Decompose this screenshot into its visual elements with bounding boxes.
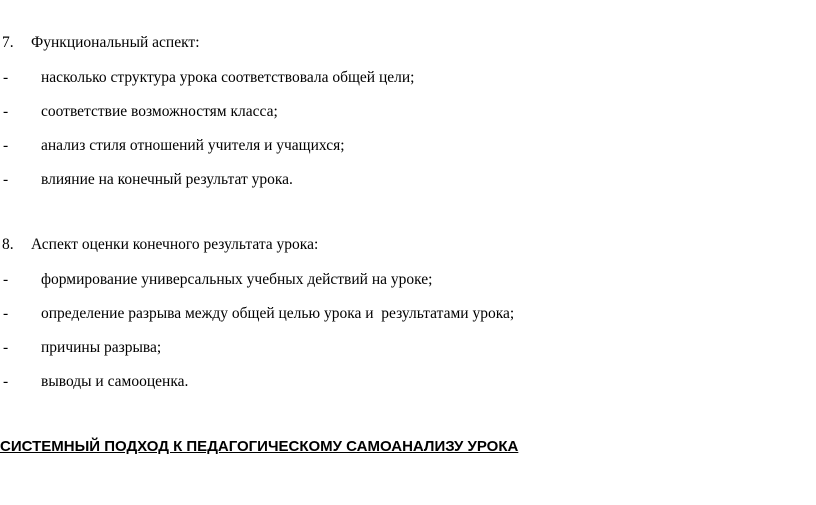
section-number: 7. [2, 34, 14, 51]
list-item-text: формирование универсальных учебных действий на уроке; [41, 271, 433, 288]
bullet-dash: - [3, 171, 9, 188]
bullet-dash: - [3, 103, 9, 120]
list-item-text: причины разрыва; [41, 339, 162, 356]
section-number: 8. [2, 236, 14, 253]
bullet-dash: - [3, 339, 9, 356]
bullet-dash: - [3, 305, 9, 322]
bullet-dash: - [3, 373, 9, 390]
section-heading: Аспект оценки конечного результата урока: [31, 236, 319, 253]
list-item-text: определение разрыва между общей целью урока и результатами урока; [41, 305, 515, 322]
list-item-text: анализ стиля отношений учителя и учащихся; [41, 137, 345, 154]
list-item-text: выводы и самооценка. [41, 373, 189, 390]
page-title: СИСТЕМНЫЙ ПОДХОД К ПЕДАГОГИЧЕСКОМУ САМОАНАЛИЗУ УРОКА [0, 438, 519, 455]
list-item-text: насколько структура урока соответствовала общей цели; [41, 69, 415, 86]
list-item-text: влияние на конечный результат урока. [41, 171, 293, 188]
bullet-dash: - [3, 137, 9, 154]
bullet-dash: - [3, 271, 9, 288]
list-item-text: соответствие возможностям класса; [41, 103, 278, 120]
bullet-dash: - [3, 69, 9, 86]
section-heading: Функциональный аспект: [31, 34, 200, 51]
